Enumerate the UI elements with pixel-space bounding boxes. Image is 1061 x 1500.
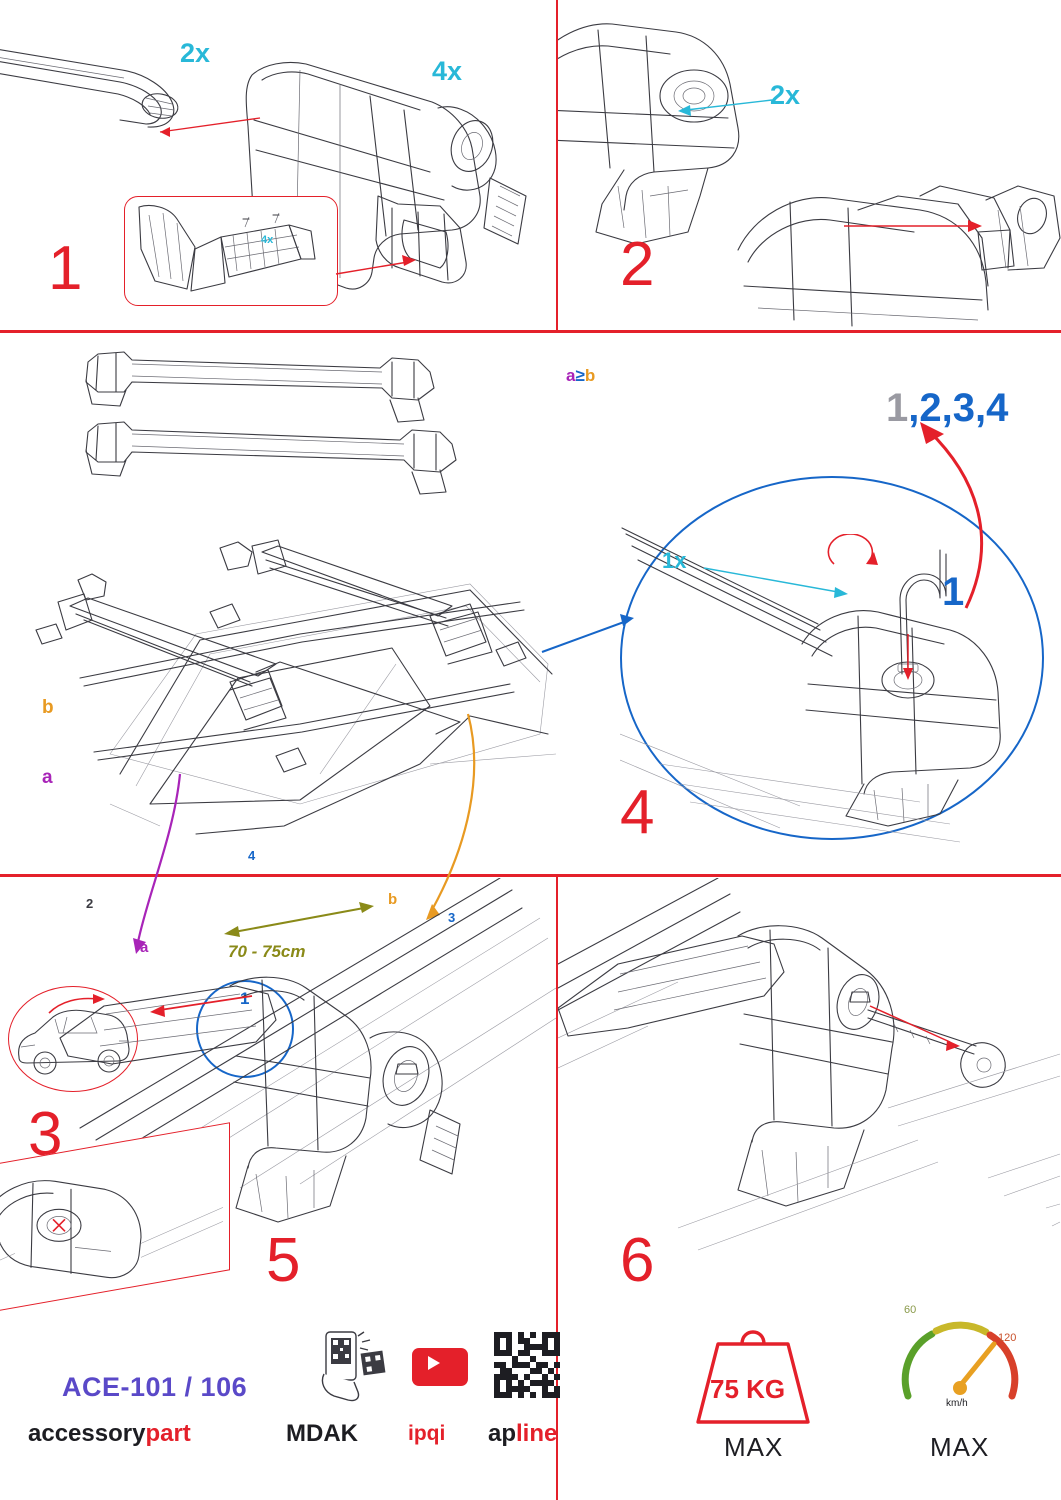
sequence-comma-2: , bbox=[941, 386, 953, 430]
brand-apline bbox=[488, 1420, 557, 1448]
leader-line-lock bbox=[668, 92, 778, 118]
step-number-6: 6 bbox=[620, 1226, 654, 1295]
brand-apline-part1: ap bbox=[488, 1420, 517, 1447]
step-1-detail-inset bbox=[124, 196, 338, 306]
speed-tick-high: 120 bbox=[998, 1332, 1017, 1344]
step-number-5: 5 bbox=[266, 1226, 300, 1295]
step-4-panel bbox=[558, 334, 1061, 874]
dimension-label: 70 - 75cm bbox=[228, 942, 306, 961]
quantity-label-2x-step2: 2x bbox=[770, 80, 801, 110]
detail-connector-arrow bbox=[538, 600, 648, 660]
section-divider-1 bbox=[0, 330, 1061, 333]
tightening-sequence bbox=[886, 386, 1008, 431]
leader-line-bar-to-foot bbox=[150, 110, 430, 150]
step-number-4: 4 bbox=[620, 778, 654, 847]
bar-label-b: b bbox=[42, 697, 54, 718]
brand-ipqi bbox=[408, 1422, 445, 1446]
quantity-label-2x: 2x bbox=[180, 38, 211, 68]
sequence-1: 1 bbox=[886, 386, 909, 430]
weight-limit-value: 75 KG bbox=[710, 1374, 786, 1404]
condition-a: a bbox=[566, 366, 576, 385]
step-2-panel bbox=[558, 0, 1061, 330]
torque-step-number: 1 bbox=[942, 570, 965, 614]
product-code-label: ACE-101 / 106 bbox=[62, 1372, 248, 1402]
leader-arrow-inset-to-foot bbox=[332, 244, 424, 284]
qr-phone-icon bbox=[318, 1330, 388, 1406]
sequence-comma-3: , bbox=[975, 386, 987, 430]
bar-label-a: a bbox=[42, 767, 53, 788]
insert-direction-arrow bbox=[840, 212, 1000, 242]
sequence-4: 4 bbox=[986, 386, 1009, 430]
brand-mdak-text: MDAK bbox=[286, 1420, 358, 1447]
step-5-detail-inset bbox=[0, 1122, 230, 1318]
weight-limit-max-label: MAX bbox=[724, 1432, 784, 1462]
roof-arrow-label-a: a bbox=[140, 939, 149, 956]
step-number-2: 2 bbox=[620, 230, 654, 299]
condition-b: b bbox=[584, 366, 596, 385]
brand-accessorypart-part2: part bbox=[145, 1420, 191, 1447]
brand-accessorypart bbox=[28, 1420, 191, 1448]
step-number-3: 3 bbox=[28, 1100, 62, 1169]
position-number-3: 3 bbox=[448, 910, 456, 925]
speed-unit-label: km/h bbox=[946, 1398, 968, 1409]
step-number-1: 1 bbox=[48, 234, 82, 303]
brand-accessorypart-part1: accessory bbox=[28, 1420, 146, 1447]
sequence-3: 3 bbox=[952, 386, 975, 430]
speedometer-icon bbox=[890, 1300, 1030, 1430]
step-5-panel bbox=[0, 878, 556, 1308]
step-5-detail-illustration bbox=[0, 1147, 225, 1289]
weight-icon bbox=[688, 1310, 818, 1430]
brand-ipqi-text: ipqi bbox=[408, 1422, 446, 1445]
sequence-comma-1: , bbox=[908, 386, 920, 430]
roof-arrow-label-b: b bbox=[388, 891, 398, 908]
youtube-icon[interactable] bbox=[412, 1348, 468, 1386]
speed-limit-max-label: MAX bbox=[930, 1432, 990, 1462]
sequence-2: 2 bbox=[919, 386, 942, 430]
speed-tick-low: 60 bbox=[904, 1304, 917, 1316]
position-number-4: 4 bbox=[248, 848, 256, 863]
inset-quantity-label-4x: 4x bbox=[261, 234, 274, 246]
step-1-panel bbox=[0, 0, 556, 330]
brand-mdak bbox=[286, 1420, 358, 1448]
quantity-label-4x: 4x bbox=[432, 56, 463, 86]
step-3-panel bbox=[0, 334, 556, 1169]
quantity-label-1x: 1x bbox=[662, 548, 687, 573]
condition-label: a≥b bbox=[566, 366, 596, 385]
qr-code-icon bbox=[494, 1332, 560, 1398]
brand-apline-part2: line bbox=[516, 1420, 558, 1447]
step-1-detail-illustration bbox=[125, 197, 333, 301]
position-number-2: 2 bbox=[86, 896, 94, 911]
step-6-panel bbox=[558, 878, 1061, 1308]
position-number-1: 1 bbox=[240, 989, 250, 1008]
